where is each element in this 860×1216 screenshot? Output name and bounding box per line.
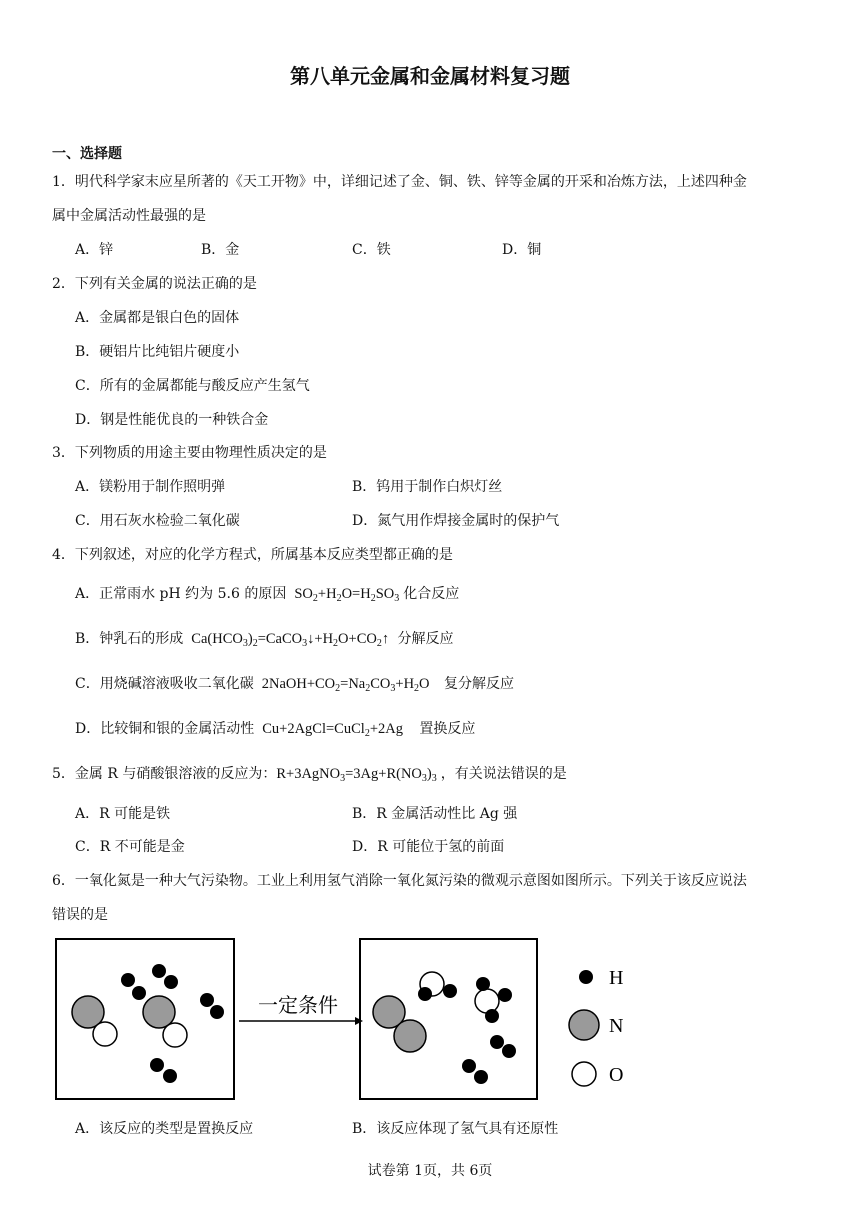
q4-option-a-equation: $SO_2+H_2O=H_2SO_3$ [294,586,400,604]
legend-h-label: H [609,967,624,989]
q3-option-b: B．钨用于制作白炽灯丝 [352,479,503,495]
legend-o-symbol [572,1062,596,1086]
legend-n-label: N [609,1015,624,1037]
h2-molecule [462,1059,488,1084]
h2-molecule [121,973,146,1000]
q4-option-c-type: 复分解反应 [443,676,514,692]
no-molecule [72,996,117,1046]
q1-option-a: A．锌 [75,242,114,258]
q5-option-b: B．R 金属活动性比 Ag 强 [352,806,518,822]
q6-stem-line2: 错误的是 [52,907,108,923]
h2o-molecule [475,977,512,1013]
q3-option-a: A．镁粉用于制作照明弹 [75,479,226,495]
q2-option-d: D．钢是性能优良的一种铁合金 [75,412,269,428]
q4-option-b-type: 分解反应 [397,631,454,647]
legend-n-symbol [569,1010,599,1040]
q2-option-b: B．硬铝片比纯铝片硬度小 [75,344,240,360]
h2-molecule [150,1058,177,1083]
q5-stem [52,765,567,788]
q4-option-c-text: C．用烧碱溶液吸收二氧化碳 [75,676,254,692]
q4-stem: 4．下列叙述，对应的化学方程式，所属基本反应类型都正确的是 [52,547,453,563]
q4-option-a [75,585,459,608]
q5-option-a: A．R 可能是铁 [75,806,171,822]
arrow-condition-label: 一定条件 [258,993,338,1017]
q5-equation: $R+3AgNO_3=3Ag+R(NO_3)_3$ [276,766,437,784]
q4-option-b [75,630,454,653]
page-footer: 试卷第 1页，共 6页 [367,1163,493,1179]
q3-option-c: C．用石灰水检验二氧化碳 [75,513,240,529]
q5-stem-post: ，有关说法错误的是 [440,766,567,782]
q2-option-a: A．金属都是银白色的固体 [75,310,240,326]
n2-molecule [373,996,426,1052]
q3-stem: 3．下列物质的用途主要由物理性质决定的是 [52,445,327,461]
q6-stem-line1: 6．一氧化氮是一种大气污染物。工业上利用氢气消除一氧化氮污染的微观示意图如图所示。下列关于该反应说法 [52,873,747,889]
reaction-diagram [55,938,655,1108]
q2-stem: 2．下列有关金属的说法正确的是 [52,276,257,292]
q4-option-d [75,720,475,743]
q3-option-d: D．氮气用作焊接金属时的保护气 [352,513,560,529]
q4-option-c-equation: $2NaOH+CO_2=Na_2CO_3+H_2O$ [261,676,430,694]
q1-stem-line2: 属中金属活动性最强的是 [52,208,206,224]
section-heading: 一、选择题 [52,146,122,162]
q4-option-a-text: A．正常雨水 pH 约为 5.6 的原因 [75,586,287,602]
q5-option-c: C．R 不可能是金 [75,839,185,855]
h2o-molecule [418,972,457,1001]
q5-stem-pre: 5．金属 R 与硝酸银溶液的反应为： [52,766,277,782]
q5-option-d: D．R 可能位于氢的前面 [352,839,505,855]
q1-option-b: B．金 [201,242,240,258]
h2-molecule [200,993,224,1019]
q1-option-d: D．铜 [502,242,542,258]
q6-option-b: B．该反应体现了氢气具有还原性 [352,1121,559,1137]
q2-option-c: C．所有的金属都能与酸反应产生氢气 [75,378,310,394]
legend-h-symbol [579,970,593,984]
q4-option-d-type: 置换反应 [419,721,476,737]
q1-option-c: C．铁 [352,242,391,258]
no-molecule [143,996,187,1047]
q6-option-a: A．该反应的类型是置换反应 [75,1121,254,1137]
h2-molecule [490,1035,516,1058]
legend-o-label: O [609,1064,624,1086]
q4-option-d-equation: Cu+2AgCl=CuCl$_2$+2Ag [262,721,403,739]
h2-molecule [152,964,178,989]
q4-option-b-text: B．钟乳石的形成 [75,631,184,647]
h2-molecule [485,1009,499,1023]
q4-option-a-type: 化合反应 [403,586,460,602]
q4-option-d-text: D．比较铜和银的金属活动性 [75,721,255,737]
page-title: 第八单元金属和金属材料复习题 [290,64,570,88]
q4-option-c [75,675,514,698]
q4-option-b-equation: $Ca(HCO_3)_2=CaCO_3↓+H_2O+CO_2↑$ [191,631,390,649]
q1-stem-line1: 1．明代科学家末应星所著的《天工开物》中，详细记述了金、铜、铁、锌等金属的开采和冶炼方法，上述四种金 [52,174,747,190]
